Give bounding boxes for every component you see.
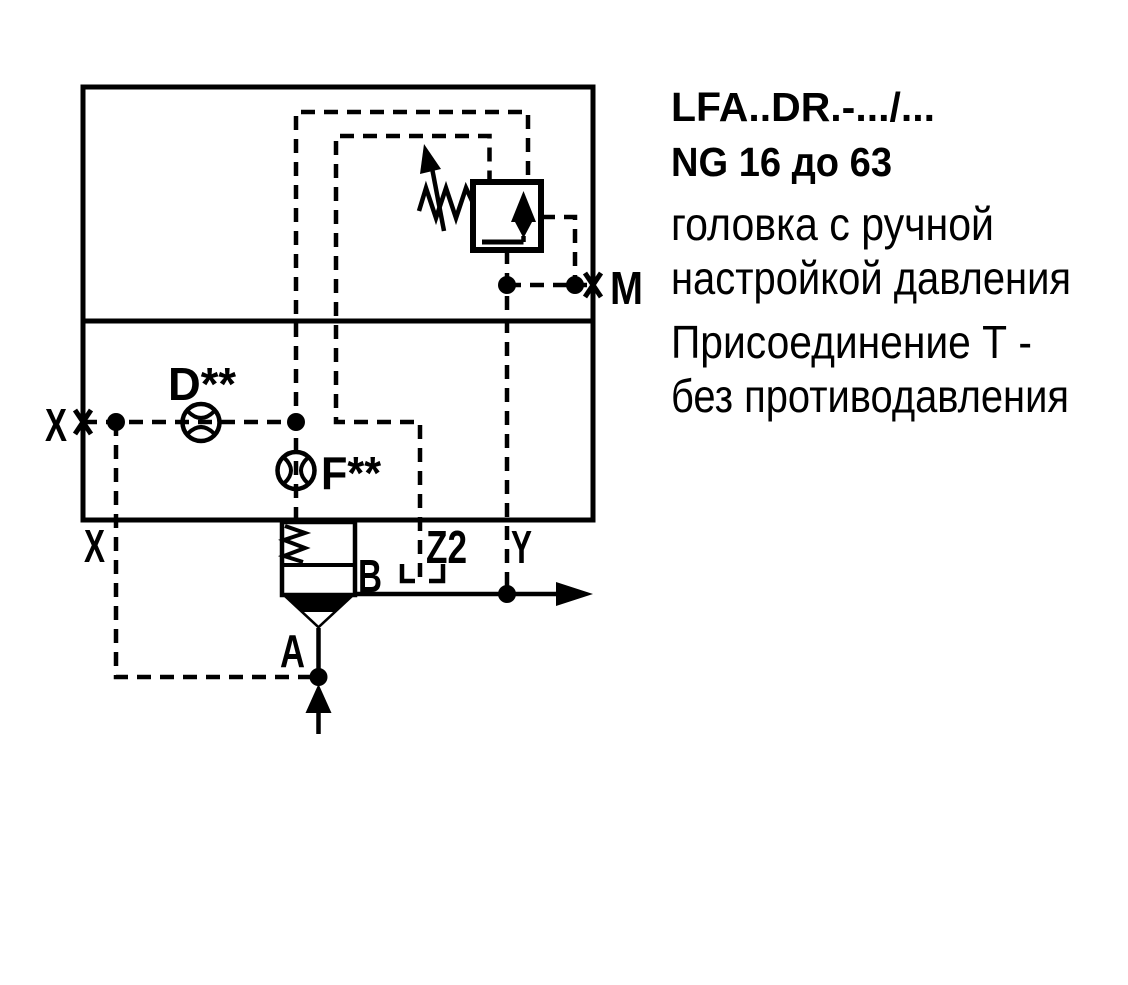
junction-dot (498, 276, 516, 294)
size-range: NG 16 до 63 (671, 139, 892, 185)
model-code: LFA..DR.-.../... (671, 84, 935, 130)
port-label-b: B (358, 550, 382, 602)
port-label-z2: Z2 (426, 521, 467, 573)
junction-dot (566, 276, 584, 294)
port-label-x-bottom: X (84, 520, 106, 572)
description-line-4: настройкой давления (671, 252, 1071, 304)
description-line-5: Присоединение Т - (671, 316, 1032, 368)
junction-dot (498, 585, 516, 603)
orifice-label-d: D** (168, 358, 237, 410)
description-line-6: без противодавления (671, 370, 1069, 422)
port-label-a: A (280, 625, 305, 677)
port-label-y: Y (511, 521, 532, 573)
description-line-3: головка с ручной (671, 198, 994, 250)
orifice-label-f: F** (321, 447, 382, 499)
junction-dot (107, 413, 125, 431)
port-label-m: M (610, 262, 643, 314)
junction-dot (287, 413, 305, 431)
junction-dot (310, 668, 328, 686)
port-label-x-left: X (45, 399, 68, 451)
